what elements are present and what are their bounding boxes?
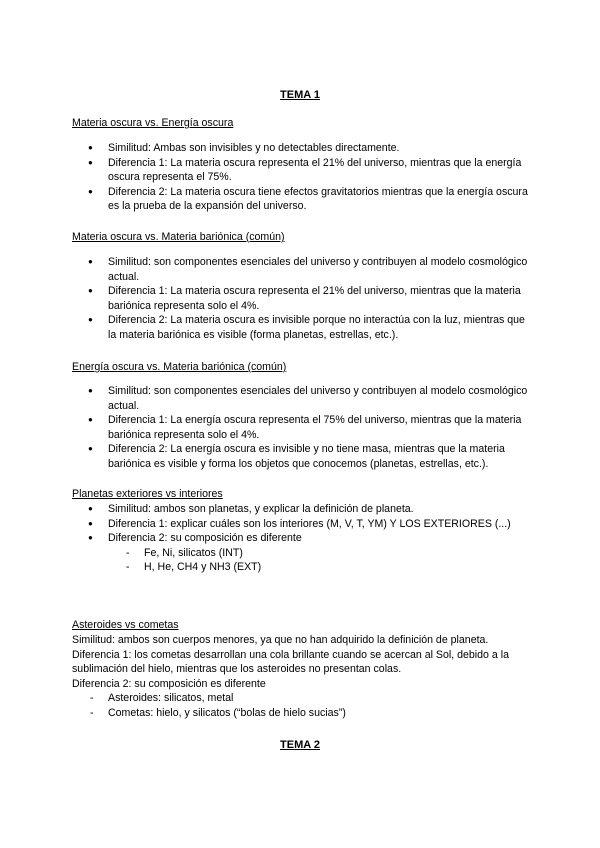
list-item: ● Diferencia 2: La energía oscura es invisible y no tiene masa, mientras que la materia bariónica es visible y forma los objetos que conocemos (planetas, estrellas, etc.). (72, 442, 532, 471)
bullet-list-3 (72, 384, 532, 472)
list-item: ● Diferencia 2: La materia oscura tiene efectos gravitatorios mientras que la energía oscura es la prueba de la expansión del universo. (72, 185, 532, 214)
heading-planetas: Planetas exteriores vs interiores (72, 488, 223, 500)
sub-list (108, 546, 532, 575)
title-tema-1: TEMA 1 (280, 89, 320, 101)
paragraph-line: Similitud: ambos son cuerpos menores, ya que no han adquirido la definición de planeta. (72, 634, 489, 646)
sub-list-item: - Cometas: hielo, y silicatos (“bolas de hielo sucias”) (72, 706, 532, 721)
list-item: ● Similitud: Ambas son invisibles y no detectables directamente. (72, 141, 532, 156)
sub-list-item: - Asteroides: silicatos, metal (72, 691, 532, 706)
list-item: ● Diferencia 1: La materia oscura representa el 21% del universo, mientras que la energía oscura representa el 75%. (72, 156, 532, 185)
list-item (72, 531, 532, 575)
heading-materia-vs-energia: Materia oscura vs. Energía oscura (72, 117, 234, 129)
list-item: ● Diferencia 1: explicar cuáles son los interiores (M, V, T, YM) Y LOS EXTERIORES (...) (72, 517, 532, 532)
list-item: ● Similitud: son componentes esenciales del universo y contribuyen al modelo cosmológico actual. (72, 384, 532, 413)
heading-energia-vs-barionica: Energía oscura vs. Materia bariónica (común) (72, 361, 287, 373)
sub-list-item: - Fe, Ni, silicatos (INT) (108, 546, 532, 561)
heading-asteroides: Asteroides vs cometas (72, 619, 179, 631)
list-item: ● Diferencia 2: La materia oscura es invisible porque no interactúa con la luz, mientras que la materia bariónica es visible (forma planetas, estrellas, etc.). (72, 313, 532, 342)
list-item: ● Diferencia 1: La materia oscura representa el 21% del universo, mientras que la materia bariónica representa solo el 4%. (72, 284, 532, 313)
paragraph-line: Diferencia 1: los cometas desarrollan una cola brillante cuando se acercan al Sol, debido a la sublimación del hielo, mientras que los asteroides no presentan colas. (72, 648, 509, 676)
list-item: ● Similitud: son componentes esenciales del universo y contribuyen al modelo cosmológico actual. (72, 255, 532, 284)
sub-list-item: - H, He, CH4 y NH3 (EXT) (108, 560, 532, 575)
paragraph-line: Diferencia 2: su composición es diferente (72, 677, 266, 690)
title-tema-2: TEMA 2 (280, 739, 320, 751)
paragraph-block (72, 633, 532, 691)
bullet-list-4 (72, 502, 532, 575)
bullet-list-1 (72, 141, 532, 214)
list-item: ● Diferencia 1: La energía oscura representa el 75% del universo, mientras que la materia bariónica representa solo el 4%. (72, 413, 532, 442)
sub-list (72, 691, 532, 720)
heading-oscura-vs-barionica: Materia oscura vs. Materia bariónica (común) (72, 231, 285, 243)
bullet-list-2 (72, 255, 532, 343)
list-item: ● Similitud: ambos son planetas, y explicar la definición de planeta. (72, 502, 532, 517)
list-item-text: Diferencia 2: su composición es diferente (108, 532, 302, 545)
